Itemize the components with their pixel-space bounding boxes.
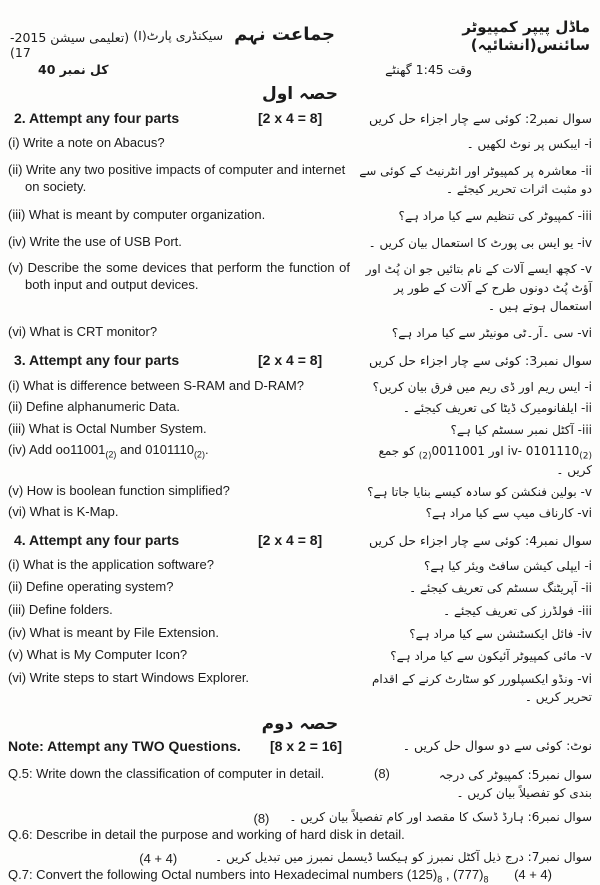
item-ur: iii- فولڈرز کی تعریف کیجئے ۔ — [443, 604, 592, 619]
base-subscript: (2) — [105, 449, 117, 460]
q3-item-vi — [6, 504, 594, 523]
part-one-heading: حصہ اول — [261, 84, 339, 104]
q7-ur: سوال نمبر7: درج ذیل آکٹل نمبرز کو ہیکسا ڈیسمل نمبرز میں تبدیل کریں ۔ — [215, 850, 592, 865]
octal-number-1: (125) — [406, 867, 438, 883]
item-ur: v- بولین فنکشن کو سادہ کیسے بنایا جاتا ہے؟ — [367, 484, 592, 499]
question-3-header — [6, 352, 594, 370]
item-ur: vi- کارناف میپ سے کیا مراد ہے؟ — [425, 506, 592, 521]
q6-ur: سوال نمبر6: ہارڈ ڈسک کا مقصد اور کام تفصیلاً بیان کریں ۔ — [289, 810, 592, 825]
q5-en: Q.5: Write down the classification of computer in detail. — [8, 766, 325, 782]
q4-title-ur: سوال نمبر4: کوئی سے چار اجزاء حل کریں — [368, 532, 592, 548]
question-6-english-line: Q.6: Describe in detail the purpose and working of hard disk in detail. — [8, 827, 405, 843]
q5-marks: (8) — [374, 766, 390, 782]
item-en: (vi) What is K-Map. — [8, 504, 119, 520]
note-en: Note: Attempt any TWO Questions. — [8, 738, 241, 755]
q3-item-ii — [6, 399, 594, 418]
part-label: سیکنڈری پارٹ(I) — [133, 28, 224, 43]
paper-subheader — [6, 62, 594, 77]
part-two-heading: حصہ دوم — [261, 714, 339, 735]
item-ur: v- کچھ ایسے آلات کے نام بتائیں جو ان پُٹ اور آؤٹ پُٹ دونوں طرح کے آلات کے طور پر استعمال ہوتے ہیں ۔ — [365, 262, 592, 314]
item-ur: i- ایبکس پر نوٹ لکھیں ۔ — [466, 137, 592, 152]
class-name: جماعت نہم — [234, 24, 335, 45]
item-ur: i- ایپلی کیشن سافٹ ویئر کیا ہے؟ — [423, 558, 592, 573]
question-3-section — [6, 352, 594, 522]
session-label: (تعلیمی سیشن 2015-17) — [10, 30, 130, 60]
q4-title-en: 4. Attempt any four parts — [14, 531, 180, 548]
item-ur: iv- یو ایس بی پورٹ کا استعمال بیان کریں ۔ — [368, 235, 592, 250]
q2-title-ur: سوال نمبر2: کوئی سے چار اجزاء حل کریں — [368, 111, 592, 126]
item-ur: ii- آپریٹنگ سسٹم کی تعریف کیجئے ۔ — [409, 581, 592, 596]
item-ur: iii- آکٹل نمبر سسٹم کیا ہے؟ — [450, 422, 592, 437]
q2-item-iv — [6, 234, 594, 253]
item-ur: iv- فائل ایکسٹنشن سے کیا مراد ہے؟ — [409, 626, 592, 641]
q3-title-en: 3. Attempt any four parts — [14, 352, 180, 369]
question-7-english-line — [6, 867, 594, 885]
q2-item-i — [6, 135, 594, 154]
q7-ur-marks: (4 + 4) — [139, 851, 178, 867]
q7-en-text: Q.7: Convert the following Octal numbers into Hexadecimal numbers $(125)_8$ , $(777)_8$ — [8, 867, 489, 885]
question-4-section — [6, 532, 594, 707]
item-en: (v) How is boolean function simplified? — [8, 482, 230, 498]
item-ur: vi- ونڈو ایکسپلورر کو سٹارٹ کرنے کے اقدام تحریر کریں ۔ — [371, 671, 592, 705]
base-subscript: (2) — [579, 451, 592, 462]
item-ur: v- مائی کمپیوٹر آئیکون سے کیا مراد ہے؟ — [390, 649, 592, 664]
q4-item-v — [6, 647, 594, 666]
note-ur: نوٹ: کوئی سے دو سوال حل کریں ۔ — [402, 738, 592, 754]
base-subscript: (2) — [193, 449, 205, 460]
q3-item-iv — [6, 442, 594, 479]
q2-item-iii — [6, 207, 594, 226]
item-en: (iv) Write the use of USB Port. — [8, 233, 182, 249]
item-en: (ii) Define operating system? — [8, 579, 174, 595]
item-ur: ii- ایلفانومیرک ڈیٹا کی تعریف کیجئے ۔ — [402, 401, 592, 416]
item-en-binary-sum: (iv) Add $oo11001_{(2)}$ and $0101110_{(2)}$. — [8, 442, 209, 460]
base-subscript: (2) — [418, 451, 432, 462]
item-en: (iv) What is meant by File Extension. — [8, 624, 219, 640]
item-ur: iii- کمپیوٹر کی تنظیم سے کیا مراد ہے؟ — [398, 208, 592, 223]
q2-title-en: 2. Attempt any four parts — [14, 110, 180, 126]
total-marks: کل نمبر 40 — [38, 62, 109, 77]
item-en: (i) Write a note on Abacus? — [8, 135, 165, 151]
item-en: (ii) Define alphanumeric Data. — [8, 399, 180, 415]
q4-item-iii — [6, 602, 594, 621]
item-ur-binary-sum: iv- $0101110_{(2)}$ اور $0011001_{(2)}$ کو جمع کریں ۔ — [378, 444, 592, 477]
time-allowed: وقت 1:45 گھنٹے — [385, 62, 472, 77]
paper-title: ماڈل پیپر کمپیوٹر سائنس(انشائیہ) — [462, 18, 590, 54]
item-ur: vi- سی ۔آر۔ٹی مونیٹر سے کیا مراد ہے؟ — [391, 325, 592, 340]
q3-title-ur: سوال نمبر3: کوئی سے چار اجزاء حل کریں — [368, 353, 592, 369]
item-ur: i- ایس ریم اور ڈی ریم میں فرق بیان کریں؟ — [372, 379, 592, 394]
item-en: (v) Describe the some devices that perform the function of both input and output devices. — [8, 260, 350, 292]
question-7-urdu-line — [6, 848, 594, 866]
part-two-note — [6, 738, 594, 754]
question-2-section — [6, 110, 594, 342]
item-en: (v) What is My Computer Icon? — [8, 647, 188, 663]
octal-number-2: (777) — [453, 867, 484, 883]
item-en: (i) What is the application software? — [8, 556, 214, 572]
q4-item-vi — [6, 670, 594, 707]
question-4-header — [6, 532, 594, 550]
question-6-urdu-line — [6, 808, 594, 826]
q4-item-ii — [6, 579, 594, 598]
item-en: (iii) What is meant by computer organization. — [8, 206, 266, 222]
q2-marks: [2 x 4 = 8] — [258, 110, 323, 126]
base-subscript: 8 — [483, 874, 489, 885]
q2-item-vi — [6, 324, 594, 343]
note-marks: [8 x 2 = 16] — [270, 738, 342, 755]
item-en: (vi) Write steps to start Windows Explorer. — [8, 669, 250, 685]
q4-item-iv — [6, 625, 594, 644]
q4-marks: [2 x 4 = 8] — [258, 531, 323, 548]
item-en: (ii) Write any two positive impacts of computer and internet on society. — [8, 161, 346, 194]
q5-ur: سوال نمبر5: کمپیوٹر کی درجہ بندی کو تفصیلاً بیان کریں ۔ — [438, 768, 592, 801]
q6-marks: (8) — [253, 811, 270, 827]
q7-en-marks: (4 + 4) — [514, 867, 552, 883]
question-2-header — [6, 110, 594, 128]
q3-item-v — [6, 483, 594, 502]
base-subscript: 8 — [437, 874, 443, 885]
q2-item-ii — [6, 162, 594, 199]
paper-header — [6, 14, 594, 60]
q3-item-iii — [6, 421, 594, 440]
item-en: (vi) What is CRT monitor? — [8, 323, 158, 339]
item-en: (i) What is difference between S-RAM and D-RAM? — [8, 377, 304, 393]
q3-item-i — [6, 378, 594, 397]
q4-item-i — [6, 557, 594, 576]
question-5-row — [6, 766, 594, 802]
q3-marks: [2 x 4 = 8] — [258, 352, 323, 369]
q2-item-v — [6, 260, 594, 316]
item-en: (iii) What is Octal Number System. — [8, 420, 207, 436]
item-ur: ii- معاشرہ پر کمپیوٹر اور انٹرنیٹ کے کوئی سے دو مثبت اثرات تحریر کیجئے ۔ — [359, 163, 592, 197]
item-en: (iii) Define folders. — [8, 602, 113, 618]
class-block — [133, 24, 335, 45]
